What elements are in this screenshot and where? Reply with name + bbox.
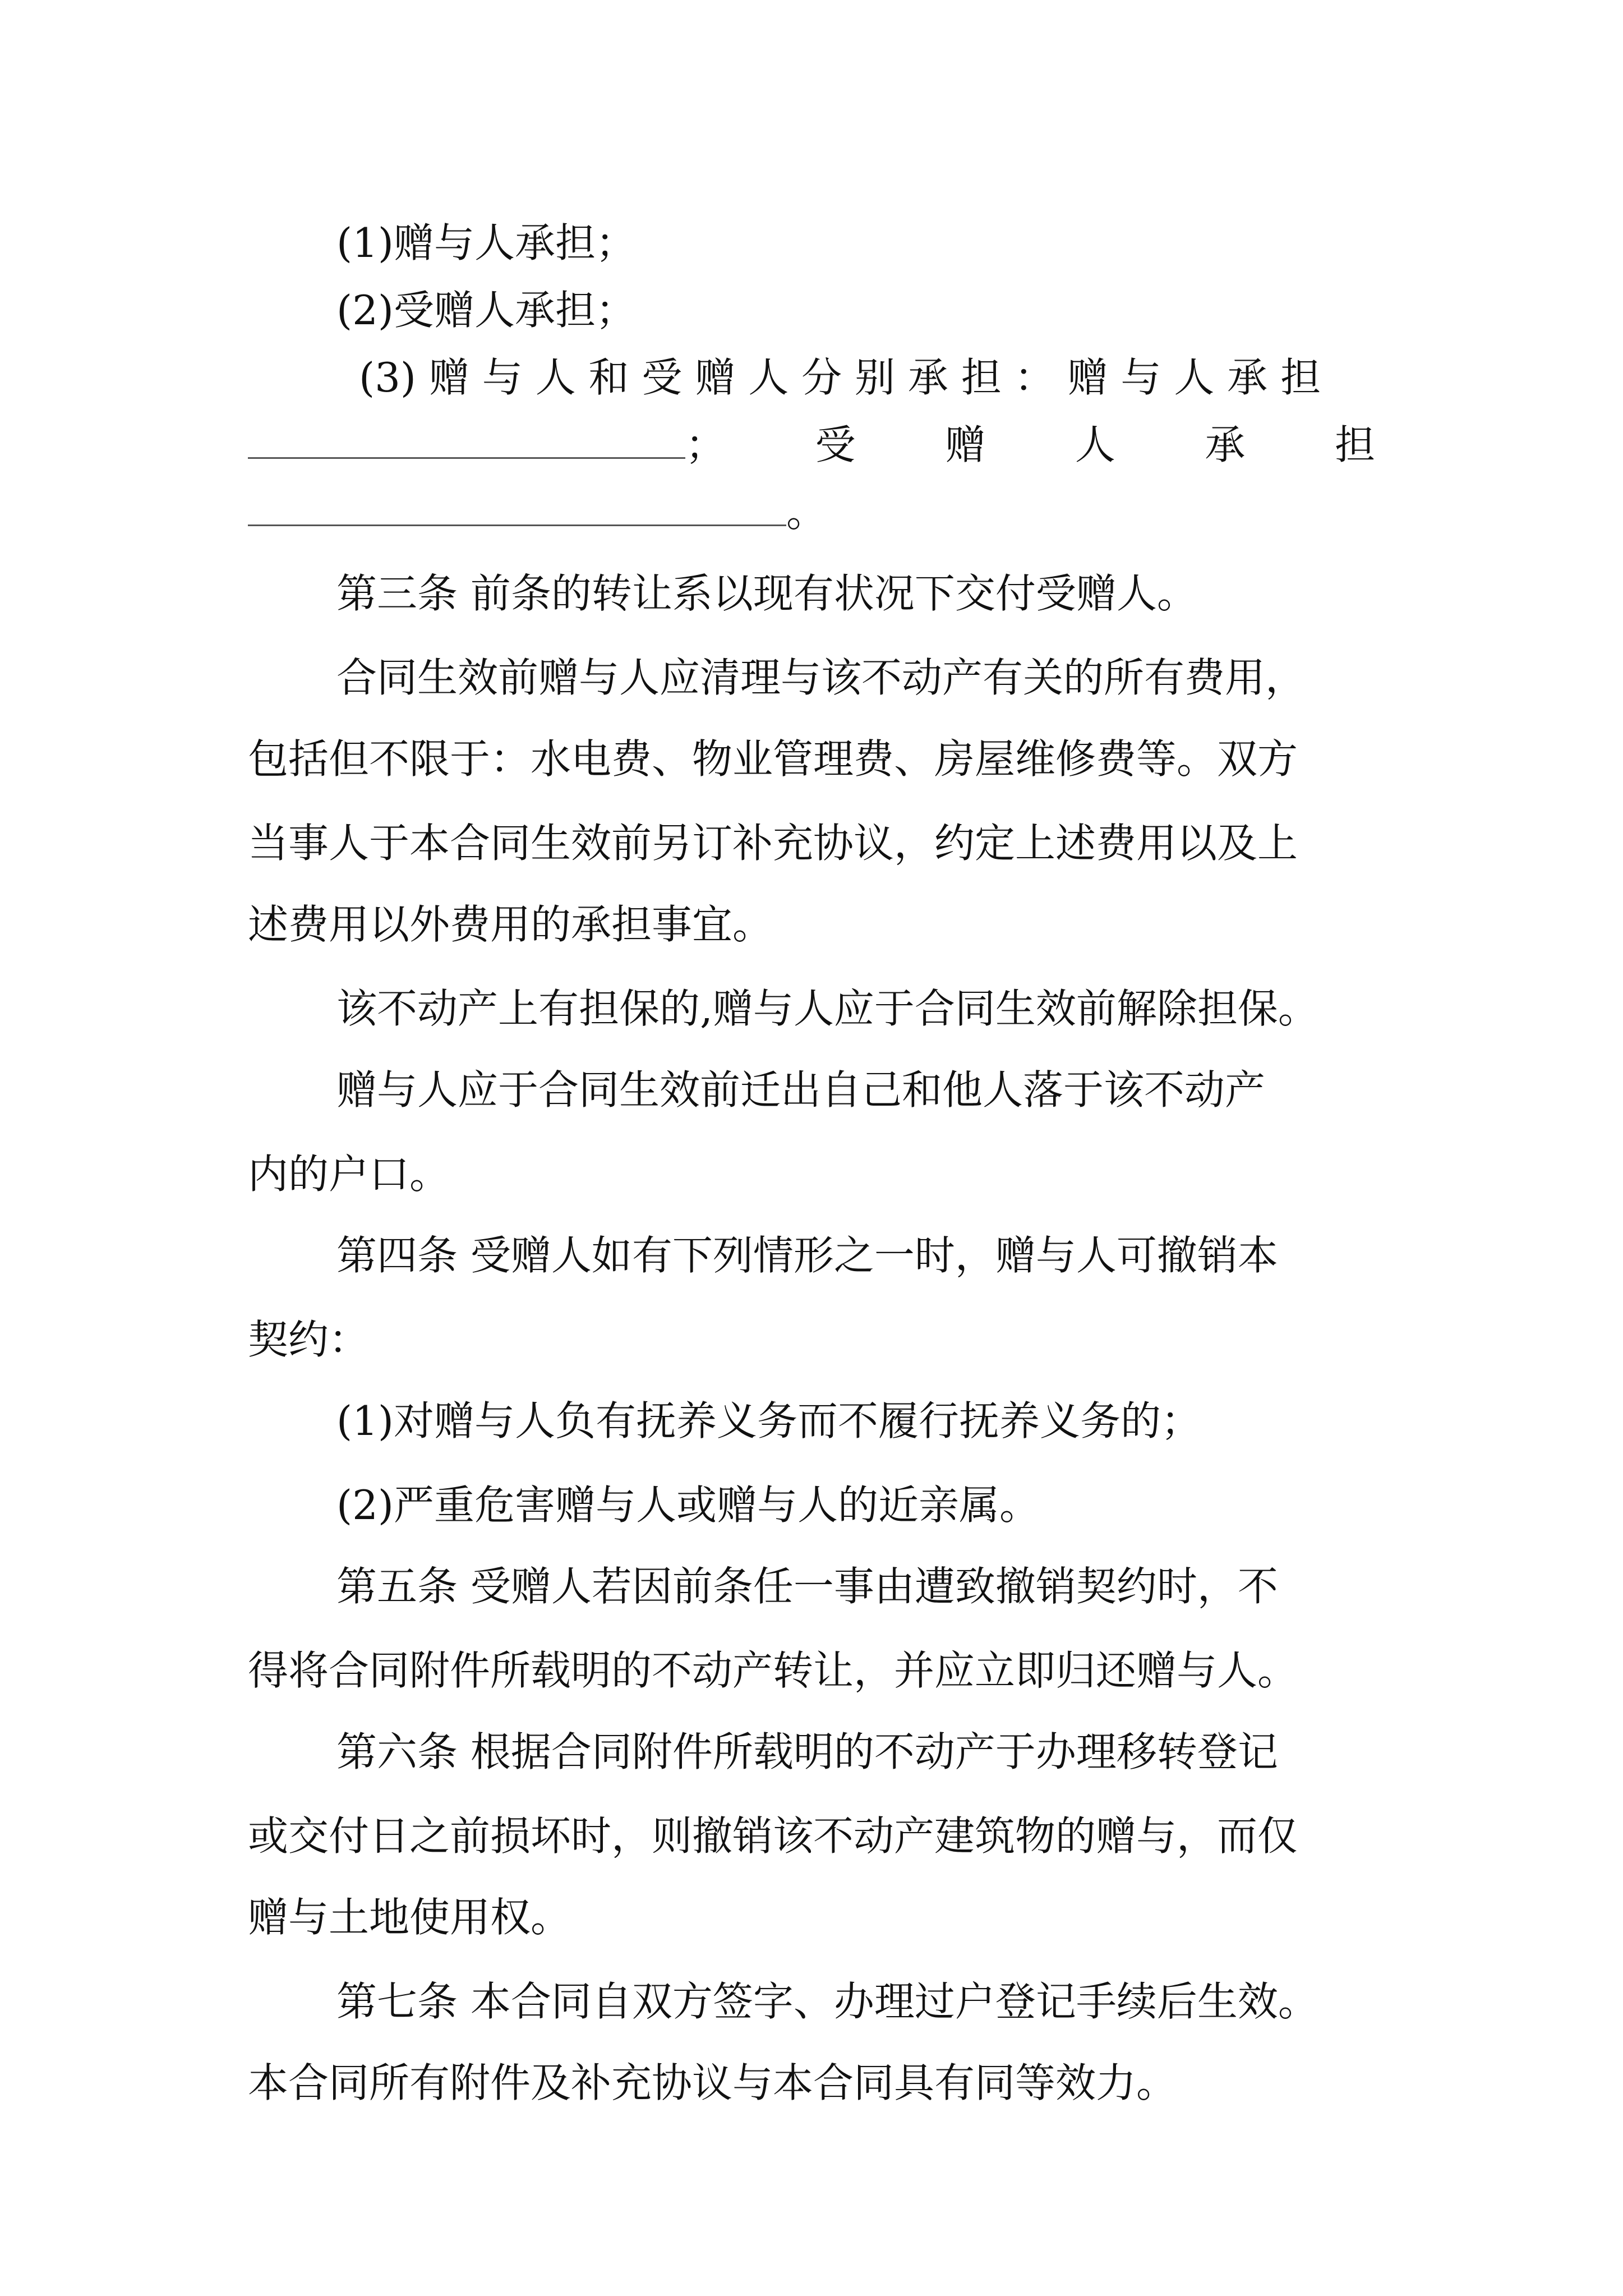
clause-item-2-donee-bears: (2)受赠人承担； [336,287,636,334]
word-zeng: 赠 [945,421,986,468]
article-3-para-1-line-1: 合同生效前赠与人应清理与该不动产有关的所有费用， [336,654,1306,701]
clause-item-3-split [359,351,1375,404]
article-4-line-2: 契约： [248,1316,370,1363]
article-6-line-3: 赠与土地使用权。 [248,1894,571,1941]
clause-item-3-blank-line-1 [248,418,1375,472]
article-5-line-2: 得将合同附件所载明的不动产转让，并应立即归还赠与人。 [248,1647,1298,1694]
article-6-line-2: 或交付日之前损坏时，则撤销该不动产建筑物的赠与，而仅 [248,1812,1298,1860]
article-3-para-1-line-3: 当事人于本合同生效前另订补充协议，约定上述费用以及上 [248,820,1298,867]
article-5-line-1: 第五条 受赠人若因前条任一事由遭致撤销契约时，不 [336,1563,1278,1610]
article-6-line-1: 第六条 根据合同附件所载明的不动产于办理移转登记 [336,1728,1278,1775]
clause-item-1-donor-bears: (1)赠与人承担； [336,219,636,266]
clause-item-3-blank-line-2 [248,485,1375,539]
article-3-para-1-line-2: 包括但不限于：水电费、物业管理费、房屋维修费等。双方 [248,735,1298,783]
clause-item-3-text: (3) 赠 与 人 和 受 赠 人 分 别 承 担 ： 赠 与 人 承 担 [359,354,1321,401]
article-7-line-1: 第七条 本合同自双方签字、办理过户登记手续后生效。 [336,1978,1318,2025]
donor-share-fill-area [248,418,726,472]
article-4-line-1: 第四条 受赠人如有下列情形之一时，赠与人可撤销本 [336,1232,1278,1279]
word-shou: 受 [815,421,856,468]
semicolon: ； [685,421,726,468]
donee-share-blank [248,490,786,526]
article-3-para-1-line-4: 述费用以外费用的承担事宜。 [248,901,773,948]
article-3-heading: 第三条 前条的转让系以现有状况下交付受赠人。 [336,570,1197,617]
word-dan: 担 [1334,421,1375,468]
article-3-para-3-line-2: 内的户口。 [248,1151,450,1198]
article-3-para-2: 该不动产上有担保的,赠与人应于合同生效前解除担保。 [336,985,1318,1032]
word-ren: 人 [1075,421,1115,468]
period: 。 [786,489,827,536]
article-4-item-2: (2)严重危害赠与人或赠与人的近亲属。 [336,1481,1040,1529]
donor-share-blank [248,422,685,459]
word-cheng: 承 [1205,421,1246,468]
article-4-item-1: (1)对赠与人负有抚养义务而不履行抚养义务的； [336,1397,1201,1444]
article-3-para-3-line-1: 赠与人应于合同生效前迁出自己和他人落于该不动产 [336,1066,1266,1114]
article-7-line-2: 本合同所有附件及补充协议与本合同具有同等效力。 [248,2059,1177,2106]
